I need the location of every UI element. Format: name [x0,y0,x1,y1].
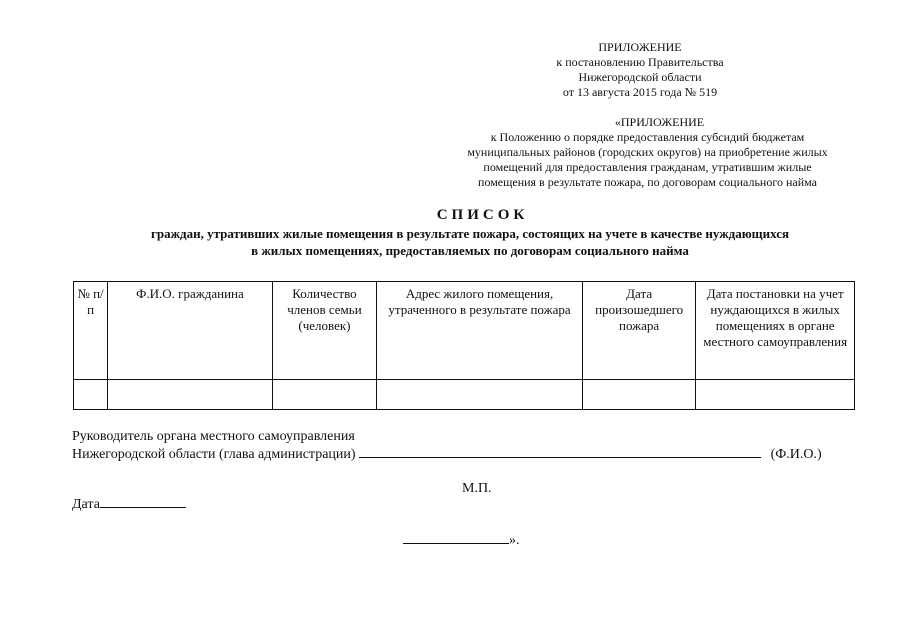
table-header-row [74,282,855,380]
date-blank [100,507,186,508]
appendix2-line: помещений для предоставления гражданам, утратившим жилые [483,160,812,174]
appendix-line: к постановлению Правительства [556,55,724,69]
header-registration-date: Дата постановки на учет нуждающихся в жилых помещениях в органе местного самоуправления [696,282,855,380]
closing-line [403,533,520,549]
title-main: СПИСОК [436,207,529,223]
table-row [74,380,855,410]
citizens-table [73,281,855,410]
appendix2-heading: «ПРИЛОЖЕНИЕ [614,115,705,129]
signature-line1: Руководитель органа местного самоуправления [72,429,355,444]
appendix-line: от 13 августа 2015 года № 519 [562,85,718,99]
header-family-members: Количество членов семьи (человек) [272,282,376,380]
date-label: Дата [72,497,100,512]
title-subtitle-line2: в жилых помещениях, предоставляемых по договорам социального найма [251,243,689,258]
header-fire-date: Дата произошедшего пожара [582,282,695,380]
appendix2-line: к Положению о порядке предоставления субсидий бюджетам [490,130,805,144]
table-cell [74,380,108,410]
table-cell [272,380,376,410]
table-cell [582,380,695,410]
header-lost-address: Адрес жилого помещения, утраченного в результате пожара [377,282,583,380]
appendix2-line: муниципальных районов (городских округов) на приобретение жилых [467,145,828,159]
signature-fio-label: (Ф.И.О.) [770,447,822,462]
appendix-line: Нижегородской области [578,70,702,84]
table-cell [108,380,273,410]
closing-blank [403,543,509,544]
header-full-name: Ф.И.О. гражданина [108,282,273,380]
title-subtitle-line1: граждан, утративших жилые помещения в результате пожара, состоящих на учете в качестве нуждающихся [150,226,790,241]
table-cell [696,380,855,410]
appendix-header [520,40,760,100]
appendix-title: ПРИЛОЖЕНИЕ [598,40,682,54]
date-field [72,497,186,513]
appendix2-line: помещения в результате пожара, по договорам социального найма [478,175,817,189]
signature-block [72,428,872,464]
signature-role: Нижегородской области (глава администрации) [72,447,356,462]
document-title [40,206,900,259]
closing-mark: ». [509,533,520,548]
signature-blank [359,457,761,458]
stamp-label: М.П. [462,481,492,496]
appendix-to-regulation [440,115,855,190]
signature-line2 [72,446,872,464]
table-cell [377,380,583,410]
header-number: № п/п [74,282,108,380]
